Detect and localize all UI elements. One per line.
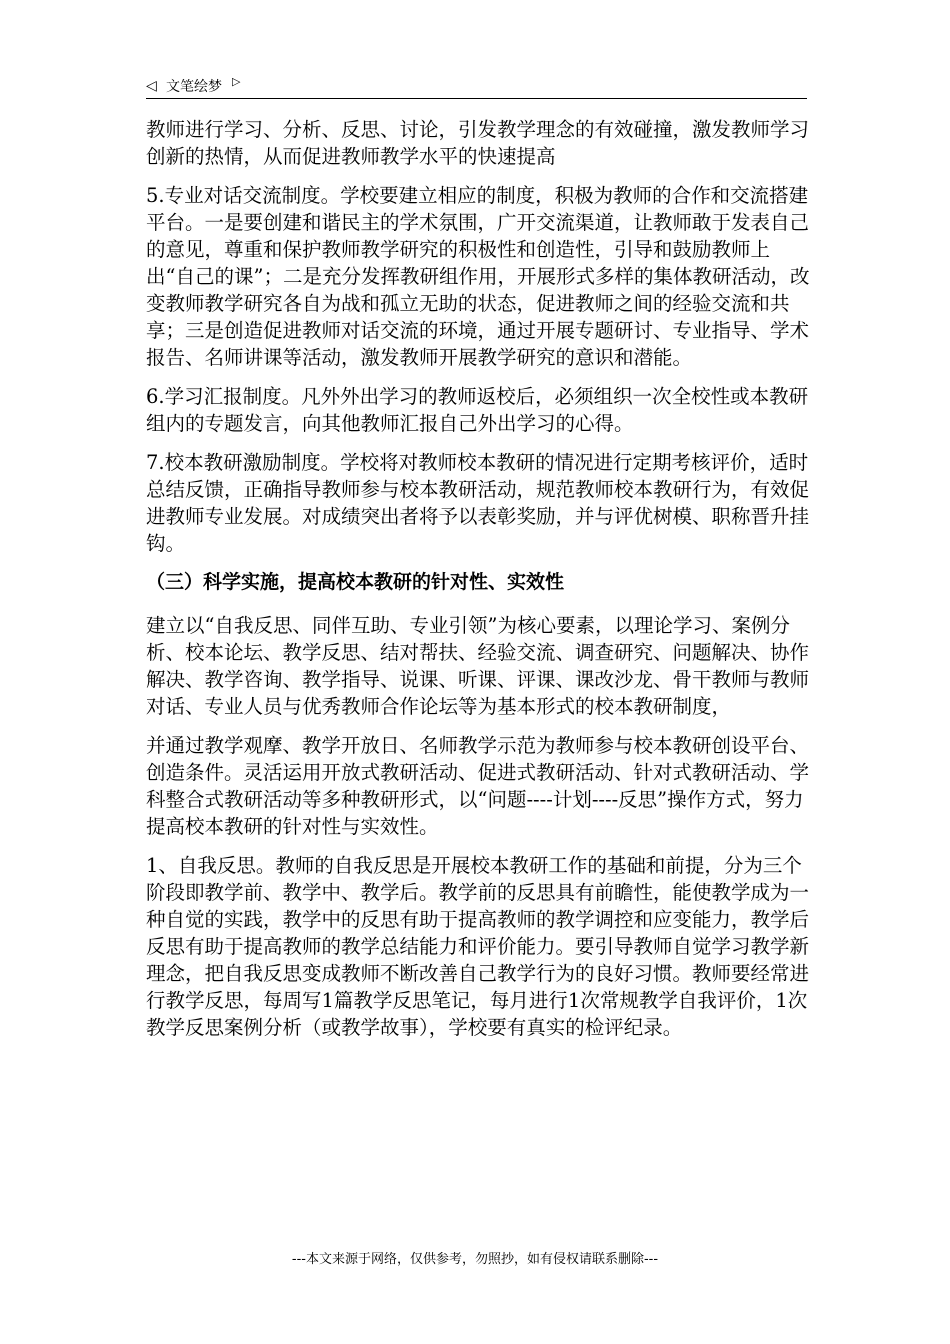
triangle-left-icon: ◁ [146, 78, 157, 94]
header-divider [146, 98, 807, 99]
header-brand: 文笔绘梦 [166, 79, 222, 95]
footer-disclaimer: ---本文来源于网络，仅供参考，勿照抄，如有侵权请联系删除--- [291, 1252, 659, 1267]
paragraph-core-elements: 建立以“自我反思、同伴互助、专业引领”为核心要素，以理论学习、案例分析、校本论坛、教学反思、结对帮扶、经验交流、调查研究、问题解决、协作解决、教学咨询、教学指导、说课、听课、评课、课改沙龙、骨干教师与教师对话、专业人员与优秀教师合作论坛等为基本形式的校本教研制度， [146, 614, 810, 718]
triangle-right-icon: ▷ [232, 75, 241, 88]
document-body [146, 116, 810, 1053]
paragraph-self-reflection: 1、自我反思。教师的自我反思是开展校本教研工作的基础和前提，分为三个阶段即教学前、教学中、教学后。教学前的反思具有前瞻性，能使教学成为一种自觉的实践，教学中的反思有助于提高教师的教学调控和应变能力，教学后反思有助于提高教师的教学总结能力和评价能力。要引导教师自觉学习教学新理念，把自我反思变成教师不断改善自己教学行为的良好习惯。教师要经常进行教学反思，每周写1篇教学反思笔记，每月进行1次常规教学自我评价，1次教学反思案例分析（或教学故事），学校要有真实的检评纪录。 [146, 854, 810, 1039]
paragraph-study-report-system: 6.学习汇报制度。凡外外出学习的教师返校后，必须组织一次全校性或本教研组内的专题发言，向其他教师汇报自己外出学习的心得。 [146, 385, 809, 435]
paragraph-dialogue-system: 5.专业对话交流制度。学校要建立相应的制度，积极为教师的合作和交流搭建平台。一是要创建和谐民主的学术氛围，广开交流渠道，让教师敢于发表自己的意见，尊重和保护教师教学研究的积极性和创造性，引导和鼓励教师上出“自己的课”；二是充分发挥教研组作用，开展形式多样的集体教研活动，改变教师教学研究各自为战和孤立无助的状态，促进教师之间的经验交流和共享；三是创造促进教师对话交流的环境，通过开展专题研讨、专业指导、学术报告、名师讲课等活动，激发教师开展教学研究的意识和潜能。 [146, 184, 810, 369]
paragraph-platform: 并通过教学观摩、教学开放日、名师教学示范为教师参与校本教研创设平台、创造条件。灵活运用开放式教研活动、促进式教研活动、针对式教研活动、学科整合式教研活动等多种教研形式，以“问题----计划----反思”操作方式，努力提高校本教研的针对性与实效性。 [146, 734, 810, 838]
page-header [146, 72, 806, 100]
paragraph-continuation: 教师进行学习、分析、反思、讨论，引发教学理念的有效碰撞，激发教师学习创新的热情，从而促进教师教学水平的快速提高 [146, 118, 810, 168]
section-heading: （三）科学实施，提高校本教研的针对性、实效性 [146, 571, 565, 593]
paragraph-incentive-system: 7.校本教研激励制度。学校将对教师校本教研的情况进行定期考核评价，适时总结反馈，正确指导教师参与校本教研活动，规范教师校本教研行为，有效促进教师专业发展。对成绩突出者将予以表彰奖励，并与评优树模、职称晋升挂钩。 [146, 451, 810, 555]
